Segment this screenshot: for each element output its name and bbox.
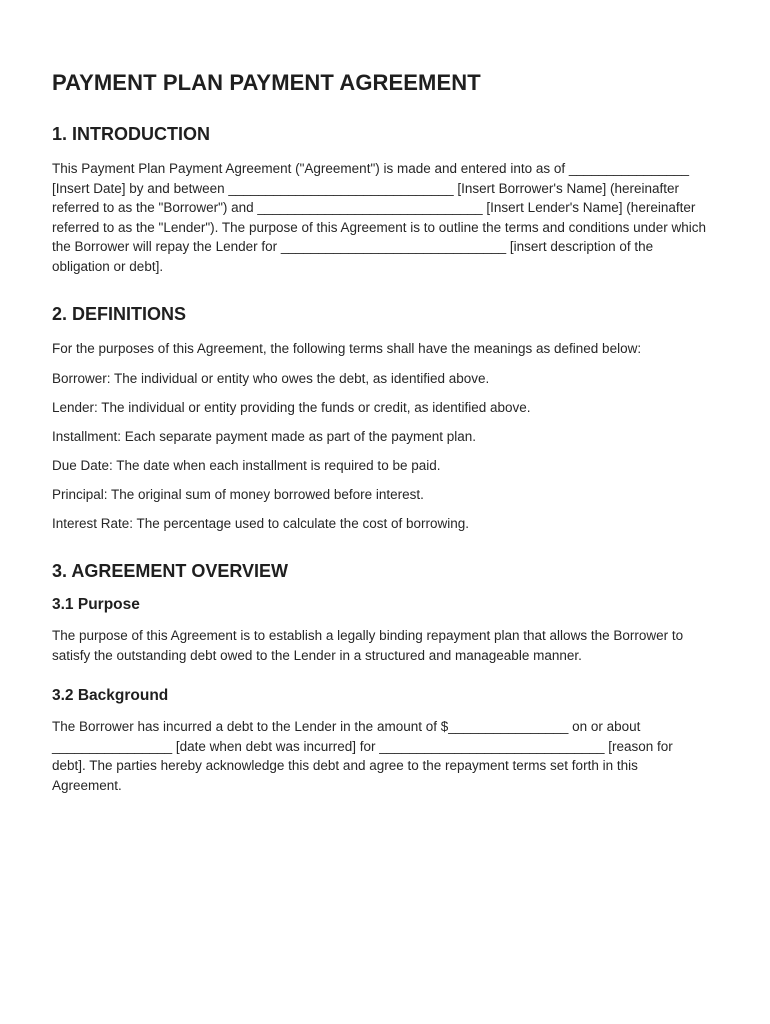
definition-item-due-date: Due Date: The date when each installment is required to be paid. — [52, 457, 441, 473]
definition-item-lender: Lender: The individual or entity providing the funds or credit, as identified above. — [52, 399, 531, 415]
subsection-heading-background: 3.2 Background — [52, 687, 169, 704]
section-introduction — [52, 124, 710, 276]
definition-item-interest-rate: Interest Rate: The percentage used to calculate the cost of borrowing. — [52, 515, 469, 531]
definitions-list — [52, 339, 710, 533]
section-agreement-overview — [52, 561, 710, 795]
section-heading-definitions: 2. DEFINITIONS — [52, 304, 187, 324]
background-paragraph: The Borrower has incurred a debt to the Lender in the amount of $________________ on or about ________________ [date when debt was incurred] for ______________________________ [reason for debt]. The parties hereby acknowledge this debt and agree to the repayment terms set forth in this Agreement. — [52, 719, 673, 793]
section-heading-introduction: 1. INTRODUCTION — [52, 124, 211, 144]
section-heading-agreement-overview: 3. AGREEMENT OVERVIEW — [52, 561, 289, 581]
definition-item-principal: Principal: The original sum of money borrowed before interest. — [52, 486, 424, 502]
subsection-purpose — [52, 596, 710, 665]
definition-item-installment: Installment: Each separate payment made as part of the payment plan. — [52, 428, 476, 444]
definition-item-borrower: Borrower: The individual or entity who owes the debt, as identified above. — [52, 370, 490, 386]
document-title: PAYMENT PLAN PAYMENT AGREEMENT — [52, 70, 481, 95]
definitions-intro: For the purposes of this Agreement, the following terms shall have the meanings as defined below: — [52, 341, 642, 356]
section-definitions — [52, 304, 710, 533]
subsection-background — [52, 687, 710, 795]
purpose-paragraph: The purpose of this Agreement is to establish a legally binding repayment plan that allows the Borrower to satisfy the outstanding debt owed to the Lender in a structured and manageable manner. — [52, 628, 684, 663]
subsection-heading-purpose: 3.1 Purpose — [52, 596, 140, 613]
introduction-paragraph: This Payment Plan Payment Agreement ("Agreement") is made and entered into as of ________________ [Insert Date] by and between ______________________________ [Insert Borrower's Name] (hereinafter referred to as the "Borrower") and ______________________________ [Insert Lender's Name] (hereinafter referred to as the "Lender"). The purpose of this Agreement is to outline the terms and conditions under which the Borrower will repay the Lender for ______________________________ [insert description of the obligation or debt]. — [52, 161, 706, 274]
